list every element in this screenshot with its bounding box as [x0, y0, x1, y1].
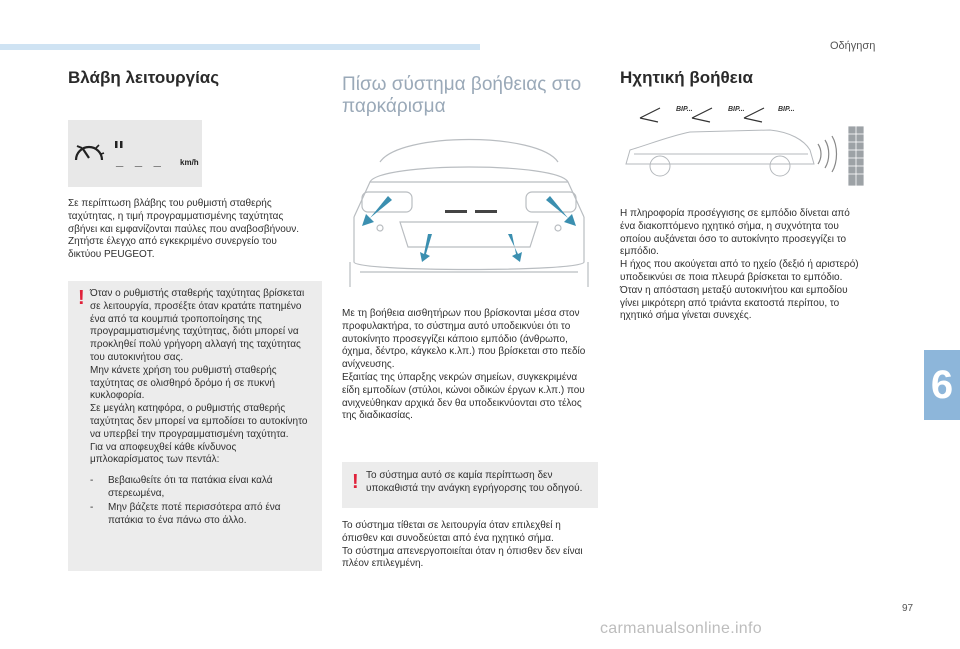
parking-activation-text: Το σύστημα τίθεται σε λειτουργία όταν επιλεχθεί η όπισθεν και συνοδεύεται από ένα ηχητικό σήμα. Το σύστημα απενεργοποιείται όταν η όπισθεν δεν είναι πλέον επιλεγμένη. — [342, 520, 583, 570]
chapter-tab: 6 — [924, 350, 960, 420]
section-title-rear-parking: Πίσω σύστημα βοήθειας στο παρκάρισμα — [342, 74, 582, 117]
section-title-malfunction: Βλάβη λειτουργίας — [68, 68, 220, 87]
warning-exclamation-icon: ! — [78, 287, 85, 309]
bullet-dash: - — [90, 502, 94, 513]
bullet-dash: - — [90, 475, 94, 486]
car-rear-illustration — [340, 122, 598, 292]
beep-label: BIP... — [728, 106, 745, 113]
speed-unit: km/h — [180, 158, 199, 167]
malfunction-intro-text: Σε περίπτωση βλάβης του ρυθμιστή σταθερής ταχύτητας, η τιμή προγραμματισμένης ταχύτητας σβήνει και εμφανίζονται παύλες που αναβοσβήνουν. Ζητήστε έλεγχο από εγκεκριμένο συνεργείο του δικτύου PEUGEOT. — [68, 198, 300, 261]
parking-warning-text: Το σύστημα αυτό σε καμία περίπτωση δεν υποκαθιστά την ανάγκη εγρήγορσης του οδηγού. — [366, 470, 583, 494]
beep-label: BIP... — [778, 106, 795, 113]
bullet-text: Μην βάζετε ποτέ περισσότερα από ένα πατάκια το ένα πάνω στο άλλο. — [108, 502, 281, 526]
audible-description-text: Η πληροφορία προσέγγισης σε εμπόδιο δίνεται από ένα διακοπτόμενο ηχητικό σήμα, η συχνότητα του οποίου αυξάνεται όσο το αυτοκίνητο προσεγγίζει το εμπόδιο. Η ήχος που ακούγεται από το ηχείο (δεξιό ή αριστερό) υποδεικνύει σε ποια πλευρά βρίσκεται το εμπόδιο. Όταν η απόσταση μεταξύ αυτοκινήτου και εμποδίου γίνει μικρότερη από τριάντα εκατοστά περίπου, το ηχητικό σήμα γίνεται συνεχές. — [620, 208, 859, 322]
dashboard-display-illustration — [68, 120, 202, 187]
warning-box-parking — [342, 462, 598, 508]
parking-description-text: Με τη βοήθεια αισθητήρων που βρίσκονται μέσα στον προφυλακτήρα, το σύστημα αυτό υποδεικνύει ότι το αυτοκίνητο προσεγγίζει κάποιο εμπόδιο (άνθρωπο, όχημα, δέντρο, κάγκελο κ.λπ.) που βρίσκεται στο πεδίο ανίχνευσης. Εξαιτίας της ύπαρξης νεκρών σημείων, συγκεκριμένα είδη εμποδίων (στύλοι, κώνοι οδικών έργων κ.λπ.) που ανιχνεύθηκαν αρχικά δεν θα υποδεικνύονται στο τέλος της διαδικασίας. — [342, 308, 586, 422]
warning-exclamation-icon: ! — [352, 471, 359, 493]
car-rear-view-icon — [340, 122, 598, 292]
watermark: carmanualsonline.info — [600, 620, 762, 637]
pedal-bullet-list — [90, 475, 322, 529]
page-number: 97 — [902, 603, 914, 614]
warning-box-cruise-control — [68, 281, 322, 571]
cruise-warning-text: Όταν ο ρυθμιστής σταθερής ταχύτητας βρίσκεται σε λειτουργία, προσέξτε όταν κρατάτε πατημένο ένα από τα κουμπιά τροποποίησης της προγραμματισμένης ταχύτητας, διότι μπορεί να προκληθεί πολύ γρήγορη αλλαγή της ταχύτητας του αυτοκινήτου σας. Μην κάνετε χρήση του ρυθμιστή σταθερής ταχύτητας σε ολισθηρό δρόμο ή σε πυκνή κυκλοφορία. Σε μεγάλη κατηφόρα, ο ρυθμιστής σταθερής ταχύτητας δεν μπορεί να εμποδίσει το αυτοκίνητο να υπερβεί την προγραμματισμένη ταχύτητα. Για να αποφευχθεί κάθε κίνδυνος μπλοκαρίσματος των πεντάλ: — [90, 288, 308, 466]
speed-dashes: _ _ _ — [116, 153, 165, 168]
bullet-text: Βεβαιωθείτε ότι τα πατάκια είναι καλά στερεωμένα, — [108, 475, 273, 499]
header-accent-bar — [0, 44, 480, 50]
section-header: Οδήγηση — [830, 40, 876, 52]
beep-label: BIP... — [676, 106, 693, 113]
list-item — [90, 475, 322, 502]
list-item — [90, 502, 322, 529]
section-title-audible-aid: Ηχητική βοήθεια — [620, 68, 753, 87]
audible-assist-illustration — [620, 104, 875, 196]
car-side-view-icon — [620, 104, 875, 196]
